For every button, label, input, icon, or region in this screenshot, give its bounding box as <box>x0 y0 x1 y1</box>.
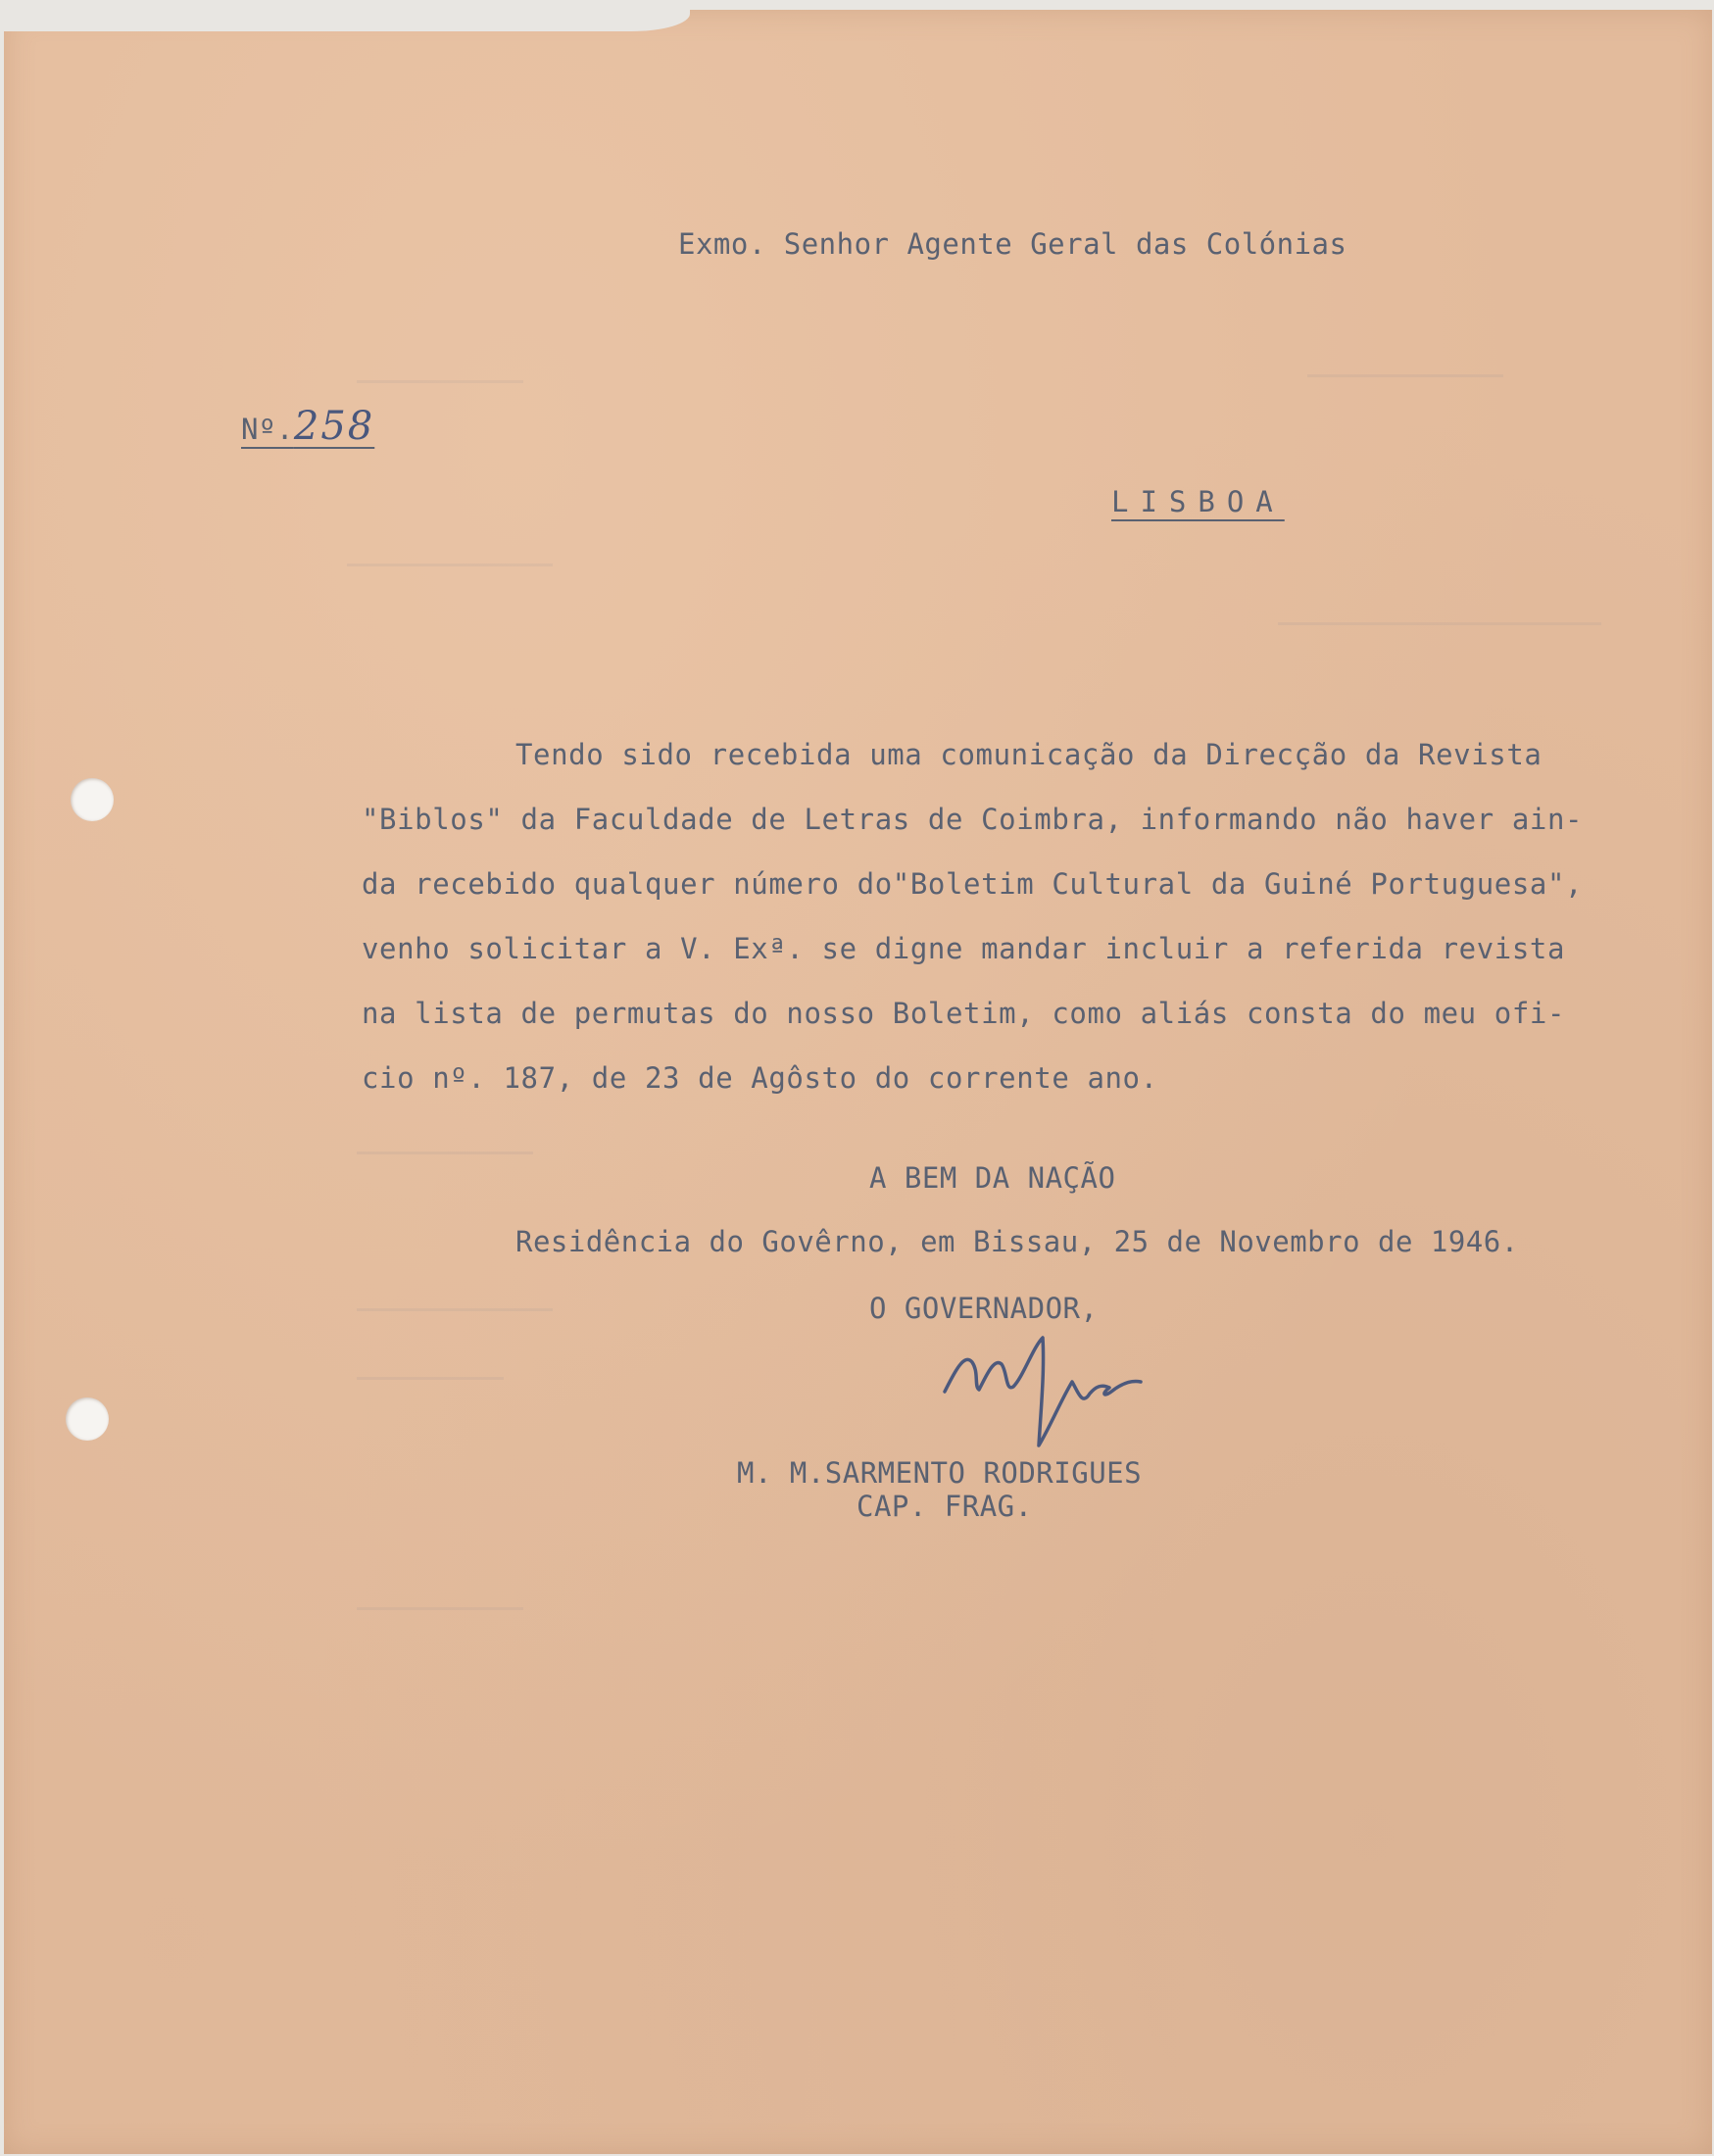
bleed-through-mark <box>357 380 523 383</box>
body-line: na lista de permutas do nosso Boletim, como aliás consta do meu ofi- <box>362 997 1566 1030</box>
document-number <box>241 404 374 449</box>
letter-page <box>4 10 1712 2154</box>
place-date-line: Residência do Govêrno, em Bissau, 25 de Novembro de 1946. <box>515 1225 1519 1258</box>
closing-formula: A BEM DA NAÇÃO <box>869 1161 1116 1195</box>
bleed-through-mark <box>357 1308 553 1311</box>
signer-name: M. M.SARMENTO RODRIGUES <box>737 1456 1143 1490</box>
punch-hole-bottom <box>66 1397 109 1441</box>
body-line: cio nº. 187, de 23 de Agôsto do corrente ano. <box>362 1061 1158 1095</box>
bleed-through-mark <box>347 564 553 566</box>
addressee-line: Exmo. Senhor Agente Geral das Colónias <box>678 227 1347 261</box>
bleed-through-mark <box>357 1377 504 1380</box>
number-prefix: Nº. <box>241 413 294 446</box>
signer-title: O GOVERNADOR, <box>869 1292 1099 1325</box>
letter-body <box>362 735 1714 1123</box>
bleed-through-mark <box>357 1152 533 1154</box>
bleed-through-mark <box>357 1607 523 1610</box>
body-line: Tendo sido recebida uma comunicação da Direcção da Revista <box>515 738 1543 771</box>
body-line: "Biblos" da Faculdade de Letras de Coimbra, informando não haver ain- <box>362 803 1584 836</box>
signer-rank: CAP. FRAG. <box>857 1490 1033 1523</box>
torn-edge <box>4 10 690 31</box>
body-line: venho solicitar a V. Exª. se digne mandar incluir a referida revista <box>362 932 1566 965</box>
bleed-through-mark <box>1307 374 1503 377</box>
body-line: da recebido qualquer número do"Boletim Cultural da Guiné Portuguesa", <box>362 867 1584 901</box>
bleed-through-mark <box>1278 622 1601 625</box>
punch-hole-top <box>71 778 114 821</box>
destination-city: LISBOA <box>1111 485 1285 518</box>
handwritten-number: 258 <box>293 404 375 449</box>
handwritten-signature <box>935 1333 1190 1450</box>
